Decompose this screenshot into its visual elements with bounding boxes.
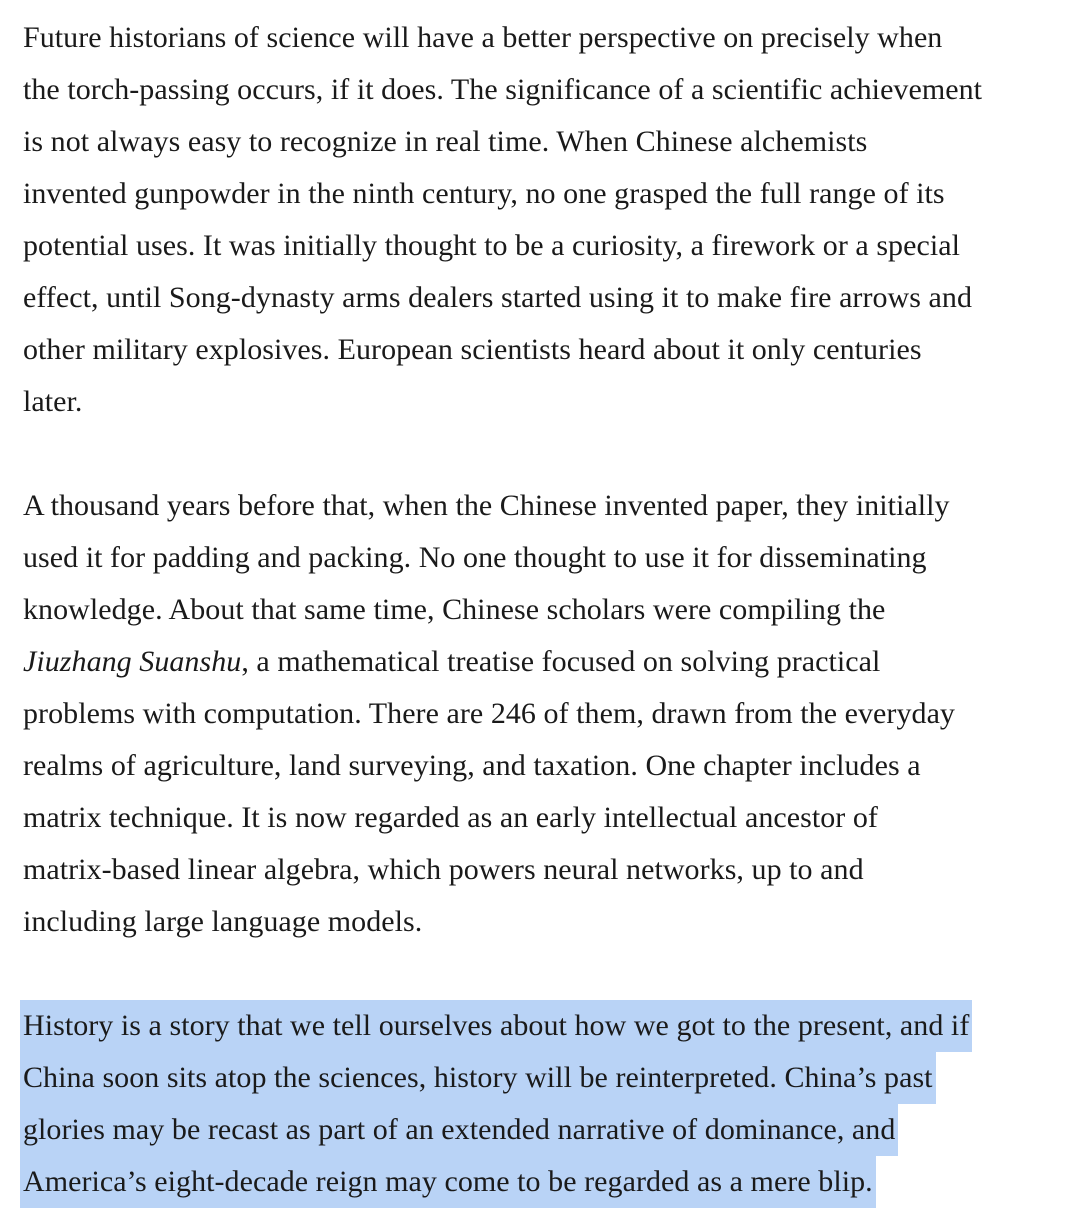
text-line: invented gunpowder in the ninth century, no one grasped the full range of its [23, 177, 945, 210]
selected-line-wrap [20, 1104, 1073, 1156]
text-line: later. [23, 385, 83, 418]
text-line [23, 636, 1073, 688]
text-fragment: , a mathematical treatise focused on solving practical [241, 645, 881, 678]
text-line: matrix-based linear algebra, which powers neural networks, up to and [23, 853, 864, 886]
paragraph-paper [23, 480, 1073, 948]
text-line: potential uses. It was initially thought to be a curiosity, a firework or a special [23, 229, 960, 262]
selected-text-line[interactable]: America’s eight-decade reign may come to be regarded as a mere blip. [20, 1156, 876, 1208]
text-line: effect, until Song-dynasty arms dealers started using it to make fire arrows and [23, 281, 973, 314]
article-body [23, 12, 1073, 1208]
selected-text-line[interactable]: glories may be recast as part of an extended narrative of dominance, and [20, 1104, 898, 1156]
book-title-italic: Jiuzhang Suanshu [23, 645, 242, 678]
text-line: is not always easy to recognize in real time. When Chinese alchemists [23, 125, 868, 158]
text-line: realms of agriculture, land surveying, and taxation. One chapter includes a [23, 749, 921, 782]
text-line: the torch-passing occurs, if it does. The significance of a scientific achievement [23, 73, 983, 106]
text-line: problems with computation. There are 246 of them, drawn from the everyday [23, 697, 955, 730]
text-line: A thousand years before that, when the Chinese invented paper, they initially [23, 489, 950, 522]
selected-line-wrap [20, 1052, 1073, 1104]
text-line: used it for padding and packing. No one thought to use it for disseminating [23, 541, 927, 574]
text-line: other military explosives. European scientists heard about it only centuries [23, 333, 922, 366]
selected-line-wrap [20, 1000, 1073, 1052]
text-line: including large language models. [23, 905, 423, 938]
text-line: matrix technique. It is now regarded as an early intellectual ancestor of [23, 801, 878, 834]
paragraph-history-selected[interactable] [23, 1000, 1073, 1208]
selected-text-line[interactable]: History is a story that we tell ourselves about how we got to the present, and if [20, 1000, 972, 1052]
paragraph-gunpowder [23, 12, 1073, 428]
selected-text-line[interactable]: China soon sits atop the sciences, history will be reinterpreted. China’s past [20, 1052, 936, 1104]
text-line: knowledge. About that same time, Chinese scholars were compiling the [23, 593, 886, 626]
selected-line-wrap [20, 1156, 1073, 1208]
text-line: Future historians of science will have a better perspective on precisely when [23, 21, 943, 54]
